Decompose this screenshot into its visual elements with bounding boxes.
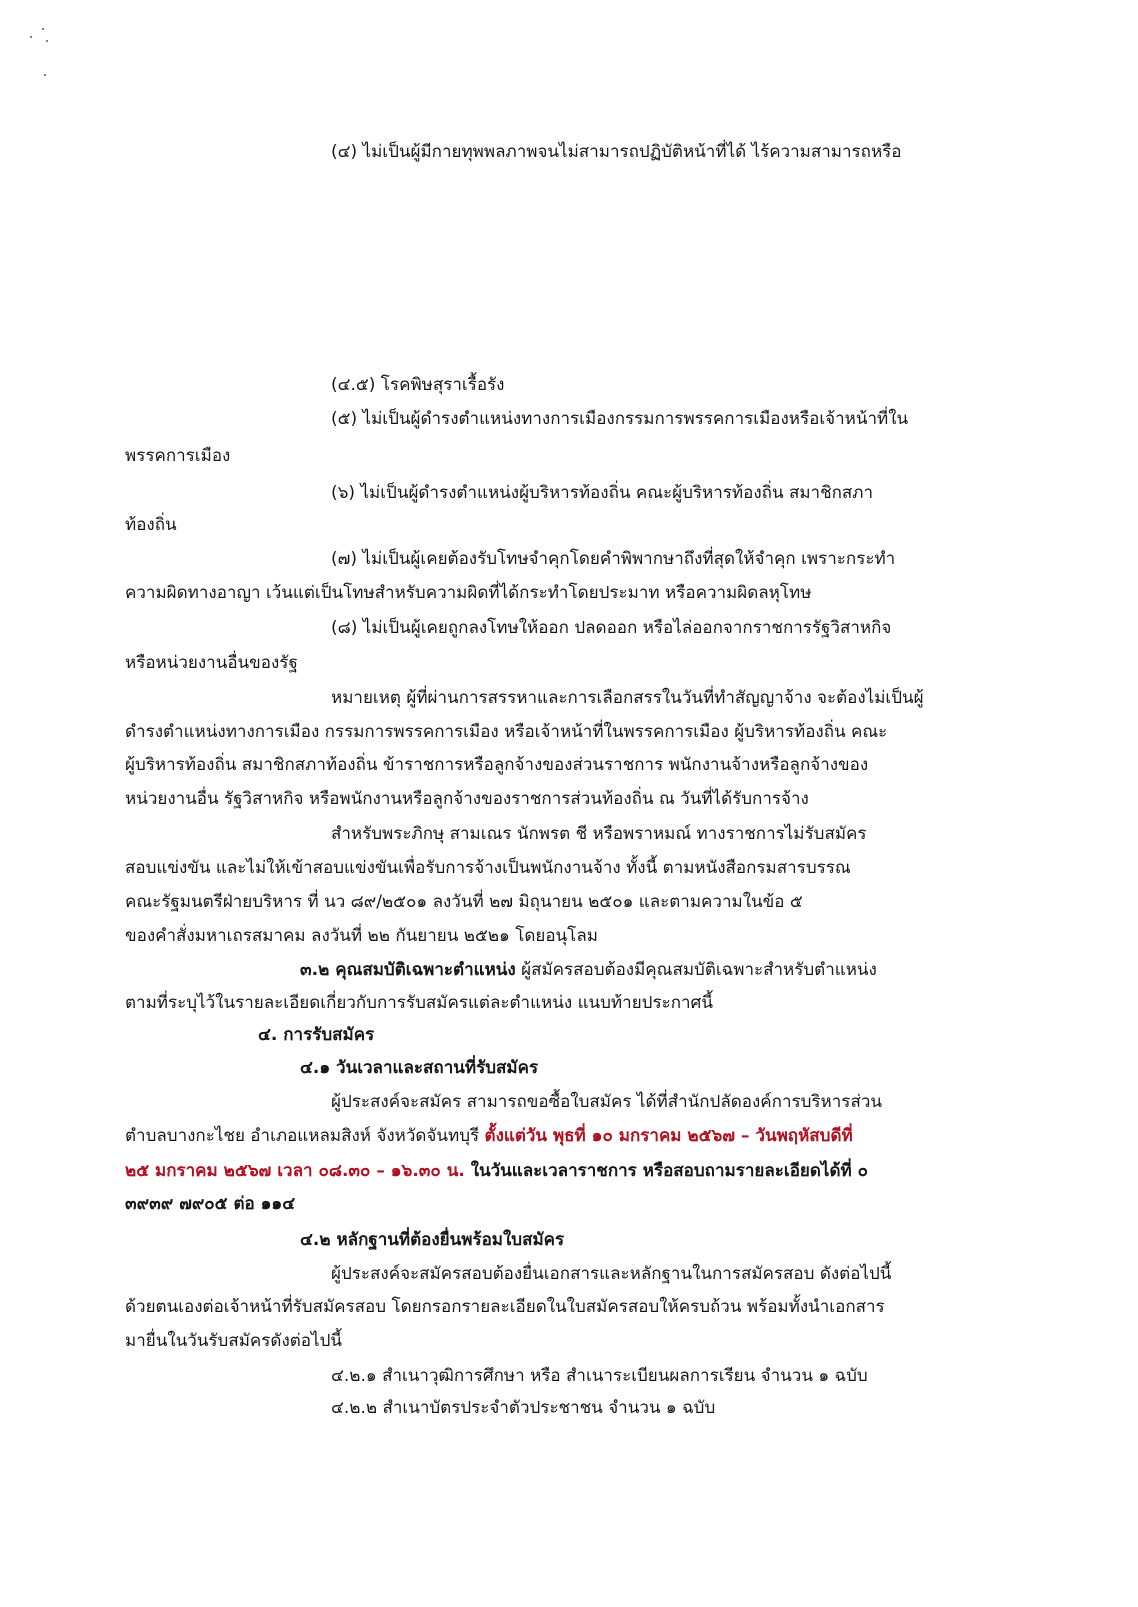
text-segment: ความผิดทางอาญา เว้นแต่เป็นโทษสำหรับความผิดที่ได้กระทำโดยประมาท หรือความผิดลหุโทษ: [125, 583, 812, 603]
text-line: [125, 721, 887, 743]
text-segment: (๕) ไม่เป็นผู้ดำรงตำแหน่งทางการเมืองกรรมการพรรคการเมืองหรือเจ้าหน้าที่ใน: [331, 409, 909, 429]
text-segment: ดำรงตำแหน่งทางการเมือง กรรมการพรรคการเมือง หรือเจ้าหน้าที่ในพรรคการเมือง ผู้บริหารท้องถิ่น คณะ: [125, 722, 888, 742]
text-segment: ๔.๒.๑ สำเนาวุฒิการศึกษา หรือ สำเนาระเบียนผลการเรียน จำนวน ๑ ฉบับ: [331, 1366, 868, 1386]
text-line: [300, 1057, 538, 1079]
text-line: [331, 687, 924, 709]
text-line: [125, 925, 598, 947]
text-line: [125, 1330, 342, 1352]
text-segment: หรือหน่วยงานอื่นของรัฐ: [125, 653, 298, 673]
text-line: [125, 652, 298, 674]
scan-specks: [30, 28, 60, 98]
text-line: [125, 1296, 885, 1318]
text-line: [125, 857, 851, 879]
text-segment: ตั้งแต่วัน พุธที่ ๑๐ มกราคม ๒๕๖๗ – วันพฤหัสบดีที่: [484, 1126, 853, 1146]
text-segment: ด้วยตนเองต่อเจ้าหน้าที่รับสมัครสอบ โดยกรอกรายละเอียดในใบสมัครสอบให้ครบถ้วน พร้อมทั้งนำเอกสาร: [125, 1297, 885, 1317]
text-line: [125, 582, 811, 604]
text-segment: ๔. การรับสมัคร: [258, 1025, 375, 1045]
text-line: [331, 141, 902, 163]
text-line: [331, 482, 873, 504]
text-segment: มายื่นในวันรับสมัครดังต่อไปนี้: [125, 1331, 342, 1351]
text-segment: ผู้ประสงค์จะสมัครสอบต้องยื่นเอกสารและหลักฐานในการสมัครสอบ ดังต่อไปนี้: [331, 1264, 892, 1284]
text-line: [300, 1229, 564, 1251]
text-segment: สอบแข่งขัน และไม่ให้เข้าสอบแข่งขันเพื่อรับการจ้างเป็นพนักงานจ้าง ทั้งนี้ ตามหนังสือกรมสารบรรณ: [125, 858, 851, 878]
text-segment: (๔.๕) โรคพิษสุราเรื้อรัง: [331, 375, 505, 395]
text-line: [125, 754, 868, 776]
text-segment: ของคำสั่งมหาเถรสมาคม ลงวันที่ ๒๒ กันยายน ๒๕๒๑ โดยอนุโลม: [125, 926, 598, 946]
text-segment: ๓๙๓๙ ๗๙๐๕ ต่อ ๑๑๔: [125, 1194, 296, 1214]
text-segment: พรรคการเมือง: [125, 446, 231, 466]
text-line: [331, 617, 891, 639]
text-segment: ท้องถิ่น: [125, 515, 177, 535]
text-segment: ๒๕ มกราคม ๒๕๖๗ เวลา ๐๘.๓๐ – ๑๖.๓๐ น.: [125, 1161, 465, 1181]
text-line: [258, 1024, 374, 1046]
text-segment: (๔) ไม่เป็นผู้มีกายทุพพลภาพจนไม่สามารถปฏิบัติหน้าที่ได้ ไร้ความสามารถหรือ: [331, 142, 902, 162]
text-line: [331, 1397, 715, 1419]
text-segment: ๔.๑ วันเวลาและสถานที่รับสมัคร: [300, 1058, 539, 1078]
text-line: [125, 891, 803, 913]
text-segment: ผู้สมัครสอบต้องมีคุณสมบัติเฉพาะสำหรับตำแหน่ง: [515, 960, 877, 980]
text-line: [125, 992, 713, 1014]
text-line: [125, 788, 809, 810]
text-segment: ผู้บริหารท้องถิ่น สมาชิกสภาท้องถิ่น ข้าราชการหรือลูกจ้างของส่วนราชการ พนักงานจ้างหรือลูกจ้างของ: [125, 755, 869, 775]
text-segment: ๔.๒ หลักฐานที่ต้องยื่นพร้อมใบสมัคร: [300, 1230, 565, 1250]
text-line: [331, 374, 505, 396]
text-line: [125, 514, 177, 536]
text-line: [331, 1091, 882, 1113]
text-line: [331, 408, 908, 430]
text-line: [125, 1125, 853, 1147]
text-segment: ๓.๒ คุณสมบัติเฉพาะตำแหน่ง: [300, 960, 516, 980]
text-segment: หมายเหตุ ผู้ที่ผ่านการสรรหาและการเลือกสรรในวันที่ทำสัญญาจ้าง จะต้องไม่เป็นผู้: [331, 688, 924, 708]
text-line: [300, 959, 877, 981]
text-segment: (๖) ไม่เป็นผู้ดำรงตำแหน่งผู้บริหารท้องถิ่น คณะผู้บริหารท้องถิ่น สมาชิกสภา: [331, 483, 874, 503]
text-line: [125, 445, 230, 467]
text-line: [331, 823, 867, 845]
text-line: [331, 1365, 868, 1387]
text-line: [331, 548, 895, 570]
text-line: [125, 1193, 295, 1215]
text-segment: ตำบลบางกะไชย อำเภอแหลมสิงห์ จังหวัดจันทบุรี: [125, 1126, 485, 1146]
text-segment: ผู้ประสงค์จะสมัคร สามารถขอซื้อใบสมัคร ได้ที่สำนักปลัดองค์การบริหารส่วน: [331, 1092, 882, 1112]
text-segment: คณะรัฐมนตรีฝ่ายบริหาร ที่ นว ๘๙/๒๕๐๑ ลงวันที่ ๒๗ มิถุนายน ๒๕๐๑ และตามความในข้อ ๕: [125, 892, 803, 912]
text-segment: (๘) ไม่เป็นผู้เคยถูกลงโทษให้ออก ปลดออก หรือไล่ออกจากราชการรัฐวิสาหกิจ: [331, 618, 892, 638]
text-line: [331, 1263, 891, 1285]
text-segment: สำหรับพระภิกษุ สามเณร นักพรต ชี หรือพราหมณ์ ทางราชการไม่รับสมัคร: [331, 824, 867, 844]
text-segment: ๔.๒.๒ สำเนาบัตรประจำตัวประชาชน จำนวน ๑ ฉบับ: [331, 1398, 716, 1418]
text-segment: (๗) ไม่เป็นผู้เคยต้องรับโทษจำคุกโดยคำพิพากษาถึงที่สุดให้จำคุก เพราะกระทำ: [331, 549, 896, 569]
text-segment: ในวันและเวลาราชการ หรือสอบถามรายละเอียดได้ที่ ๐: [464, 1161, 868, 1181]
text-segment: หน่วยงานอื่น รัฐวิสาหกิจ หรือพนักงานหรือลูกจ้างของราชการส่วนท้องถิ่น ณ วันที่ได้รับการจ้าง: [125, 789, 809, 809]
text-segment: ตามที่ระบุไว้ในรายละเอียดเกี่ยวกับการรับสมัครแต่ละตำแหน่ง แนบท้ายประกาศนี้: [125, 993, 713, 1013]
text-line: [125, 1160, 868, 1182]
